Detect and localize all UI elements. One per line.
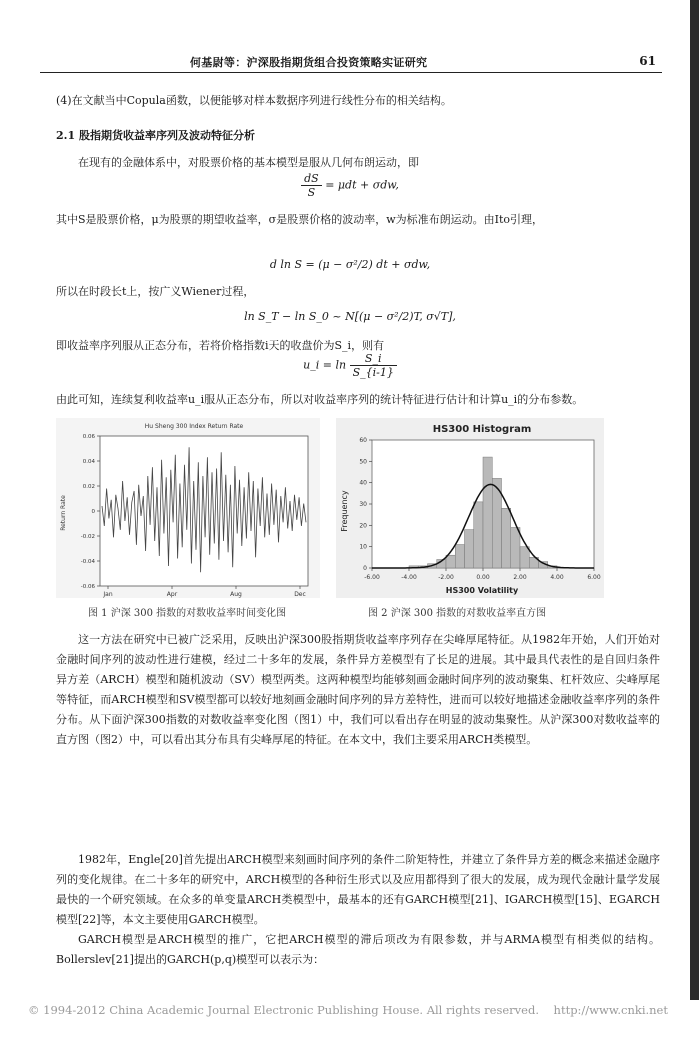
histogram-bar xyxy=(455,545,464,568)
chart2-title: HS300 Histogram xyxy=(432,424,532,435)
footer xyxy=(28,1003,668,1017)
eq4-fraction xyxy=(350,352,397,379)
chart2-x-tick-label: -4.00 xyxy=(401,574,417,581)
chart2-x-tick-label: -2.00 xyxy=(438,574,454,581)
histogram-bar xyxy=(502,508,511,568)
equation-2: d ln S = (μ − σ²/2) dt + σdw, xyxy=(269,258,431,271)
chart2-y-tick-label: 10 xyxy=(359,543,367,551)
equation-4 xyxy=(240,352,460,379)
paragraph-1: (4)在文献当中Copula函数，以便能够对样本数据序列进行线性分布的相关结构。 xyxy=(56,94,452,107)
chart1-x-tick-label: Aug xyxy=(230,591,242,598)
page-edge-bar xyxy=(690,0,699,1000)
chart1-y-tick-label: -0.02 xyxy=(80,534,95,540)
figure-2 xyxy=(336,418,604,598)
paragraph-7: 这一方法在研究中已被广泛采用，反映出沪深300股指期货收益率序列存在尖峰厚尾特征。从1982年开始，人们开始对金融时间序列的波动性进行建模，经过二十多年的发展，条件异方差模型有了长足的进展。其中最具代表性的是自回归条件异方差（ARCH）模型和随机波动（SV）模型两类。这两种模型均能够刻画金融时间序列的波动聚集、杠杆效应、尖峰厚尾等特征，而ARCH模型和SV模型都可以较好地刻画金融时间序列的异方差特性，进而可以较好地描述金融收益率序列的条件分布。从下面沪深300指数的对数收益率变化图（图1）中，我们可以看出存在明显的波动集聚性。从沪深300对数收益率的直方图（图2）中，可以看出其分布具有尖峰厚尾的特征。在本文中，我们主要采用ARCH类模型。 xyxy=(56,633,660,746)
chart2-x-label: HS300 Volatility xyxy=(445,586,519,595)
eq4-lhs: u_i = ln xyxy=(303,358,347,372)
eq4-numerator: S_i xyxy=(350,352,397,366)
histogram-bar xyxy=(483,457,492,568)
figure-1-caption: 图 1 沪深 300 指数的对数收益率时间变化图 xyxy=(88,608,287,619)
histogram-bar xyxy=(474,502,483,568)
histogram-bar xyxy=(520,547,529,568)
histogram-bar xyxy=(446,555,455,568)
chart1-y-tick-label: -0.06 xyxy=(80,584,95,590)
histogram-bar xyxy=(465,530,474,568)
paragraph-5: 即收益率序列服从正态分布，若将价格指数i天的收盘价为S_i，则有 xyxy=(56,339,385,352)
chart2-x-tick-label: -6.00 xyxy=(364,574,380,581)
figure-1 xyxy=(56,418,320,598)
chart1-y-label: Return Rate xyxy=(60,495,67,531)
chart2-y-tick-label: 50 xyxy=(359,458,367,466)
eq1-fraction xyxy=(301,172,322,199)
paragraph-2: 在现有的金融体系中，对股票价格的基本模型是服从几何布朗运动，即 xyxy=(78,156,419,169)
chart2-x-tick-label: 4.00 xyxy=(550,574,564,581)
section-heading: 2.1 股指期货收益率序列及波动特征分析 xyxy=(56,129,255,142)
chart2-x-tick-label: 2.00 xyxy=(513,574,527,581)
chart2-y-tick-label: 40 xyxy=(359,479,367,487)
footer-link[interactable]: http://www.cnki.net xyxy=(553,1003,668,1017)
paragraph-3: 其中S是股票价格，μ为股票的期望收益率，σ是股票价格的波动率，w为标准布朗运动。由Ito引理， xyxy=(56,213,543,226)
eq4-denominator: S_{i-1} xyxy=(352,366,394,379)
chart2-y-tick-label: 0 xyxy=(363,565,367,572)
return-rate-chart xyxy=(56,418,320,598)
histogram-bar xyxy=(511,527,520,568)
running-header xyxy=(40,54,662,73)
page-number: 61 xyxy=(639,54,656,68)
chart1-x-tick-label: Jan xyxy=(103,591,113,598)
chart2-y-label: Frequency xyxy=(340,490,349,532)
chart2-y-tick-label: 60 xyxy=(359,437,367,444)
chart1-y-tick-label: -0.04 xyxy=(80,559,95,565)
eq1-numerator: dS xyxy=(301,172,322,186)
running-title: 何基尉等：沪深股指期货组合投资策略实证研究 xyxy=(190,56,428,69)
paragraph-9: GARCH模型是ARCH模型的推广，它把ARCH模型的滞后项改为有限参数，并与ARMA模型有相类似的结构。Bollerslev[21]提出的GARCH(p,q)模型可以表示为： xyxy=(56,933,660,966)
chart2-x-tick-label: 6.00 xyxy=(587,574,601,581)
paragraph-8: 1982年，Engle[20]首先提出ARCH模型来刻画时间序列的条件二阶矩特性，并建立了条件异方差的概念来描述金融序列的变化规律。在二十多年的研究中，ARCH模型的各种衍生形式以及应用都得到了很大的发展，成为现代金融计量学发展最快的一个研究领域。在众多的单变量ARCH类模型中，最基本的还有GARCH模型[21]、IGARCH模型[15]、EGARCH模型[22]等，本文主要使用GARCH模型。 xyxy=(56,853,660,926)
chart2-x-tick-label: 0.00 xyxy=(476,574,490,581)
chart2-y-tick-label: 30 xyxy=(359,501,367,508)
chart1-y-tick-label: 0.02 xyxy=(82,484,95,490)
paragraph-4: 所以在时段长t上，按广义Wiener过程， xyxy=(56,285,255,298)
eq1-denominator: S xyxy=(307,186,316,199)
equation-1 xyxy=(200,172,500,199)
eq1-rhs: = μdt + σdw, xyxy=(325,178,399,192)
histogram-chart xyxy=(336,418,604,598)
chart1-y-tick-label: 0.04 xyxy=(82,459,95,465)
chart1-x-tick-label: Dec xyxy=(294,591,306,598)
chart1-x-tick-label: Apr xyxy=(166,591,178,598)
chart1-title: Hu Sheng 300 Index Return Rate xyxy=(144,423,244,430)
paragraph-6: 由此可知，连续复利收益率u_i服从正态分布，所以对收益率序列的统计特征进行估计和计算u_i的分布参数。 xyxy=(56,393,584,406)
chart2-y-tick-label: 20 xyxy=(359,522,367,530)
chart1-y-tick-label: 0.06 xyxy=(82,434,95,440)
chart1-y-tick-label: 0 xyxy=(91,509,95,515)
copyright-text: © 1994-2012 China Academic Journal Electronic Publishing House. All rights reserved. xyxy=(28,1003,539,1017)
equation-3: ln S_T − ln S_0 ~ N[(μ − σ²/2)T, σ√T], xyxy=(244,310,456,323)
figure-2-caption: 图 2 沪深 300 指数的对数收益率直方图 xyxy=(368,608,547,619)
